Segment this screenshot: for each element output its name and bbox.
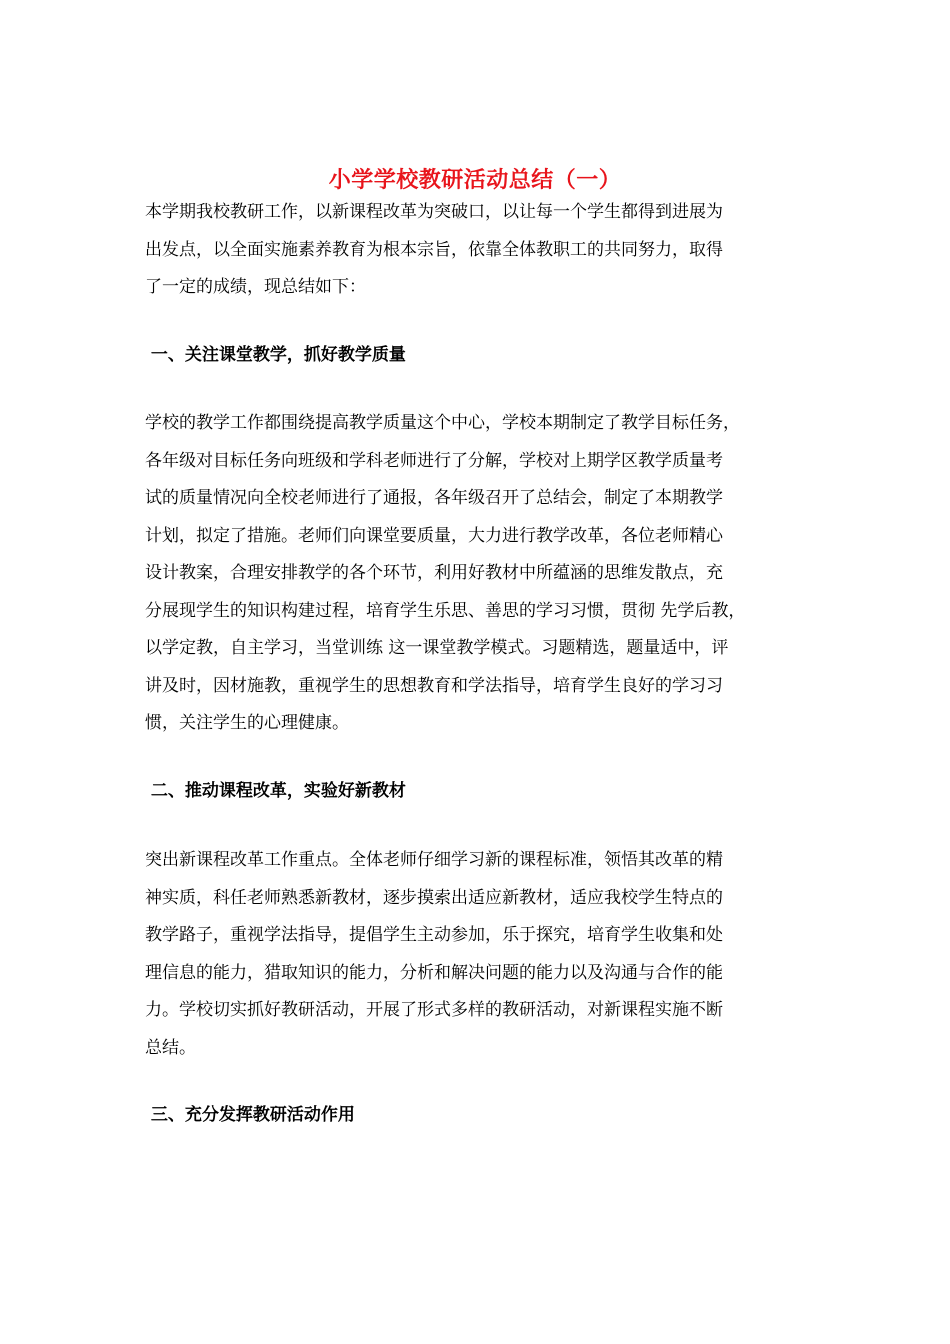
body-line: 突出新课程改革工作重点。全体老师仔细学习新的课程标准，领悟其改革的精 (145, 850, 723, 870)
section-body-2 (145, 842, 810, 1067)
section-heading-1: 一、关注课堂教学，抓好教学质量 (145, 345, 406, 365)
body-line: 力。学校切实抓好教研活动，开展了形式多样的教研活动，对新课程实施不断 (145, 1000, 723, 1020)
body-line: 教学路子，重视学法指导，提倡学生主动参加，乐于探究，培育学生收集和处 (145, 925, 723, 945)
body-line: 分展现学生的知识构建过程，培育学生乐思、善思的学习习惯，贯彻 先学后教， (145, 600, 746, 621)
body-line: 神实质，科任老师熟悉新教材，逐步摸索出适应新教材，适应我校学生特点的 (145, 887, 723, 908)
body-line: 以学定教，自主学习，当堂训练 这一课堂教学模式。习题精选，题量适中，评 (145, 638, 729, 658)
intro-line: 了一定的成绩，现总结如下： (145, 277, 366, 297)
section-body-1 (145, 405, 810, 743)
intro-paragraph (145, 194, 810, 307)
document-title: 小学学校教研活动总结（一） (328, 166, 622, 193)
intro-line: 出发点，以全面实施素养教育为根本宗旨，依靠全体教职工的共同努力，取得 (145, 239, 723, 260)
body-line: 设计教案，合理安排教学的各个环节，利用好教材中所蕴涵的思维发散点，充 (145, 563, 723, 583)
body-line: 计划，拟定了措施。老师们向课堂要质量，大力进行教学改革，各位老师精心 (145, 525, 723, 546)
intro-line: 本学期我校教研工作，以新课程改革为突破口，以让每一个学生都得到进展为 (145, 202, 723, 222)
body-line: 惯，关注学生的心理健康。 (145, 713, 349, 733)
section-heading-3: 三、充分发挥教研活动作用 (145, 1105, 355, 1125)
body-line: 讲及时，因材施教，重视学生的思想教育和学法指导，培育学生良好的学习习 (145, 675, 723, 696)
body-line: 总结。 (145, 1037, 196, 1058)
body-line: 理信息的能力，猎取知识的能力，分析和解决问题的能力以及沟通与合作的能 (145, 962, 723, 983)
body-line: 学校的教学工作都围绕提高教学质量这个中心，学校本期制定了教学目标任务， (145, 413, 740, 433)
body-line: 各年级对目标任务向班级和学科老师进行了分解，学校对上期学区教学质量考 (145, 450, 723, 471)
section-heading-2: 二、推动课程改革，实验好新教材 (145, 781, 406, 801)
body-line: 试的质量情况向全校老师进行了通报，各年级召开了总结会，制定了本期教学 (145, 488, 723, 508)
